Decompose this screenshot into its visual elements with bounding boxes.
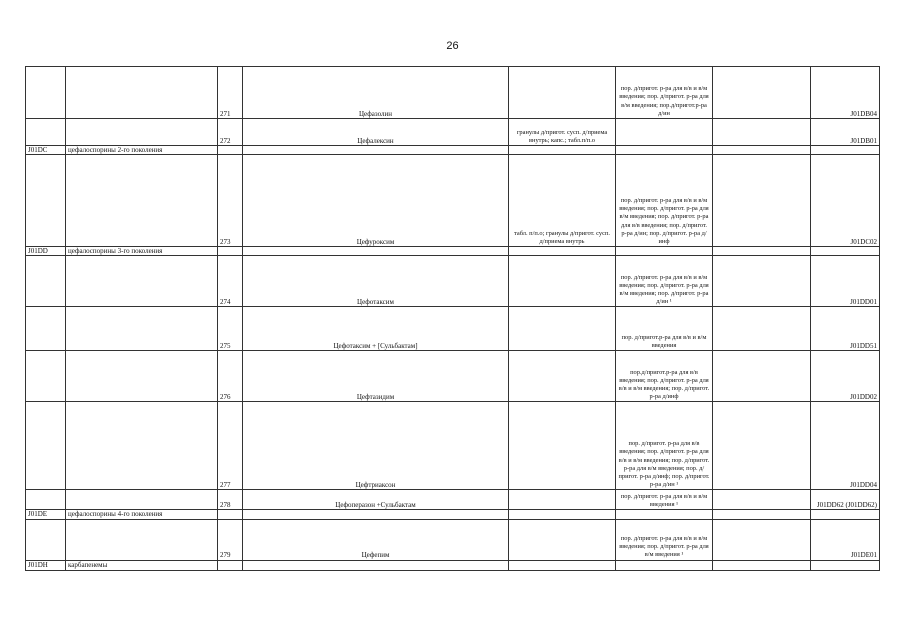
- group-row: [26, 560, 880, 570]
- table-body: [26, 67, 880, 571]
- drug-name-cell: Цефепим: [243, 519, 509, 560]
- oral-form-cell: [509, 510, 616, 519]
- extra-cell: [713, 519, 811, 560]
- group-name-cell: [66, 402, 218, 490]
- oral-form-cell: [509, 402, 616, 490]
- atc-code-cell: J01DD62 (J01DD62): [811, 490, 880, 510]
- injection-form-cell: пор. д/пригот. р-ра для в/в и в/м введения; пор. д/пригот. р-ра для в/м введения; пор.д/пригот.р-ра д/ин: [616, 67, 713, 119]
- drug-row: [26, 351, 880, 402]
- atc-group-code-cell: [26, 256, 66, 307]
- extra-cell: [713, 402, 811, 490]
- row-number-cell: [218, 247, 243, 256]
- drug-row: [26, 256, 880, 307]
- oral-form-cell: [509, 146, 616, 155]
- atc-group-code-cell: J01DC: [26, 146, 66, 155]
- group-name-cell: [66, 119, 218, 146]
- injection-form-cell: пор. д/пригот. р-ра для в/в и в/м введения; пор. д/пригот. р-ра для в/м введения ¹: [616, 519, 713, 560]
- drug-name-cell: Цефалексин: [243, 119, 509, 146]
- drug-row: [26, 307, 880, 351]
- extra-cell: [713, 256, 811, 307]
- oral-form-cell: [509, 67, 616, 119]
- drug-name-cell: [243, 560, 509, 570]
- injection-form-cell: [616, 510, 713, 519]
- oral-form-cell: [509, 519, 616, 560]
- atc-code-cell: J01DD02: [811, 351, 880, 402]
- atc-code-cell: [811, 560, 880, 570]
- oral-form-cell: [509, 247, 616, 256]
- drug-row: [26, 402, 880, 490]
- oral-form-cell: [509, 351, 616, 402]
- atc-code-cell: J01DC02: [811, 155, 880, 247]
- extra-cell: [713, 146, 811, 155]
- oral-form-cell: табл. п/п.о; гранулы д/пригот. сусп. д/приема внутрь: [509, 155, 616, 247]
- atc-group-code-cell: [26, 155, 66, 247]
- oral-form-cell: [509, 490, 616, 510]
- injection-form-cell: [616, 119, 713, 146]
- medicines-table: [25, 66, 880, 571]
- group-name-cell: [66, 307, 218, 351]
- oral-form-cell: [509, 256, 616, 307]
- drug-name-cell: Цефотаксим + [Сульбактам]: [243, 307, 509, 351]
- row-number-cell: 276: [218, 351, 243, 402]
- atc-code-cell: [811, 247, 880, 256]
- group-name-cell: [66, 155, 218, 247]
- oral-form-cell: [509, 560, 616, 570]
- injection-form-cell: [616, 146, 713, 155]
- row-number-cell: 272: [218, 119, 243, 146]
- atc-group-code-cell: [26, 119, 66, 146]
- oral-form-cell: гранулы д/пригот. сусп. д/приема внутрь; капс.; табл.п/п.о: [509, 119, 616, 146]
- atc-code-cell: [811, 510, 880, 519]
- atc-group-code-cell: [26, 307, 66, 351]
- row-number-cell: 273: [218, 155, 243, 247]
- atc-code-cell: J01DB01: [811, 119, 880, 146]
- drug-name-cell: Цефазолин: [243, 67, 509, 119]
- drug-row: [26, 119, 880, 146]
- row-number-cell: 278: [218, 490, 243, 510]
- drug-row: [26, 155, 880, 247]
- drug-name-cell: Цефтриаксон: [243, 402, 509, 490]
- injection-form-cell: пор. д/пригот. р-ра для в/в и в/м введения; пор. д/пригот. р-ра для в/м введения; пор. д/пригот. р-ра д/ин ¹: [616, 256, 713, 307]
- row-number-cell: 275: [218, 307, 243, 351]
- extra-cell: [713, 247, 811, 256]
- group-name-cell: цефалоспорины 4-го поколения: [66, 510, 218, 519]
- atc-group-code-cell: J01DH: [26, 560, 66, 570]
- drug-name-cell: Цефотаксим: [243, 256, 509, 307]
- injection-form-cell: пор. д/пригот. р-ра для в/в и в/м введения; пор. д/пригот. р-ра для в/м введения; пор. д/пригот. р-ра для в/в введения; пор. д/пригот. р-ра д/ин; пор. д/пригот. р-ра д/инф: [616, 155, 713, 247]
- group-name-cell: [66, 256, 218, 307]
- injection-form-cell: пор. д/пригот. р-ра для в/в введения; пор. д/пригот. р-ра для в/в и в/м введения; пор. д/пригот. р-ра для в/м введения; пор. д/пригот. р-ра д/инф; пор. д/пригот. р-ра д/ин ¹: [616, 402, 713, 490]
- drug-name-cell: Цефтазидим: [243, 351, 509, 402]
- drug-name-cell: [243, 146, 509, 155]
- extra-cell: [713, 351, 811, 402]
- group-name-cell: [66, 519, 218, 560]
- drug-row: [26, 519, 880, 560]
- extra-cell: [713, 119, 811, 146]
- atc-group-code-cell: [26, 402, 66, 490]
- injection-form-cell: пор. д/пригот. р-ра для в/в и в/м введения ¹: [616, 490, 713, 510]
- drug-name-cell: [243, 247, 509, 256]
- row-number-cell: [218, 146, 243, 155]
- group-name-cell: карбапенемы: [66, 560, 218, 570]
- extra-cell: [713, 560, 811, 570]
- row-number-cell: 279: [218, 519, 243, 560]
- group-name-cell: [66, 67, 218, 119]
- group-row: [26, 146, 880, 155]
- atc-group-code-cell: [26, 490, 66, 510]
- atc-code-cell: [811, 146, 880, 155]
- oral-form-cell: [509, 307, 616, 351]
- atc-code-cell: J01DD51: [811, 307, 880, 351]
- group-row: [26, 247, 880, 256]
- atc-code-cell: J01DB04: [811, 67, 880, 119]
- atc-code-cell: J01DD04: [811, 402, 880, 490]
- atc-group-code-cell: J01DE: [26, 510, 66, 519]
- group-name-cell: цефалоспорины 3-го поколения: [66, 247, 218, 256]
- group-row: [26, 510, 880, 519]
- group-name-cell: [66, 490, 218, 510]
- extra-cell: [713, 510, 811, 519]
- atc-code-cell: J01DE01: [811, 519, 880, 560]
- row-number-cell: [218, 510, 243, 519]
- atc-code-cell: J01DD01: [811, 256, 880, 307]
- row-number-cell: 277: [218, 402, 243, 490]
- atc-group-code-cell: J01DD: [26, 247, 66, 256]
- drug-row: [26, 490, 880, 510]
- extra-cell: [713, 67, 811, 119]
- extra-cell: [713, 490, 811, 510]
- drug-name-cell: [243, 510, 509, 519]
- injection-form-cell: пор.д/пригот.р-ра для в/в введения; пор. д/пригот. р-ра для в/в и в/м введения; пор. д/пригот. р-ра д/инф: [616, 351, 713, 402]
- drug-name-cell: Цефоперазон +Сульбактам: [243, 490, 509, 510]
- row-number-cell: 271: [218, 67, 243, 119]
- row-number-cell: 274: [218, 256, 243, 307]
- atc-group-code-cell: [26, 351, 66, 402]
- page-number: 26: [446, 40, 459, 52]
- extra-cell: [713, 307, 811, 351]
- drug-row: [26, 67, 880, 119]
- atc-group-code-cell: [26, 519, 66, 560]
- row-number-cell: [218, 560, 243, 570]
- atc-group-code-cell: [26, 67, 66, 119]
- injection-form-cell: [616, 560, 713, 570]
- injection-form-cell: [616, 247, 713, 256]
- injection-form-cell: пор. д/пригот.р-ра для в/в и в/м введения: [616, 307, 713, 351]
- drug-name-cell: Цефуроксим: [243, 155, 509, 247]
- extra-cell: [713, 155, 811, 247]
- group-name-cell: [66, 351, 218, 402]
- group-name-cell: цефалоспорины 2-го поколения: [66, 146, 218, 155]
